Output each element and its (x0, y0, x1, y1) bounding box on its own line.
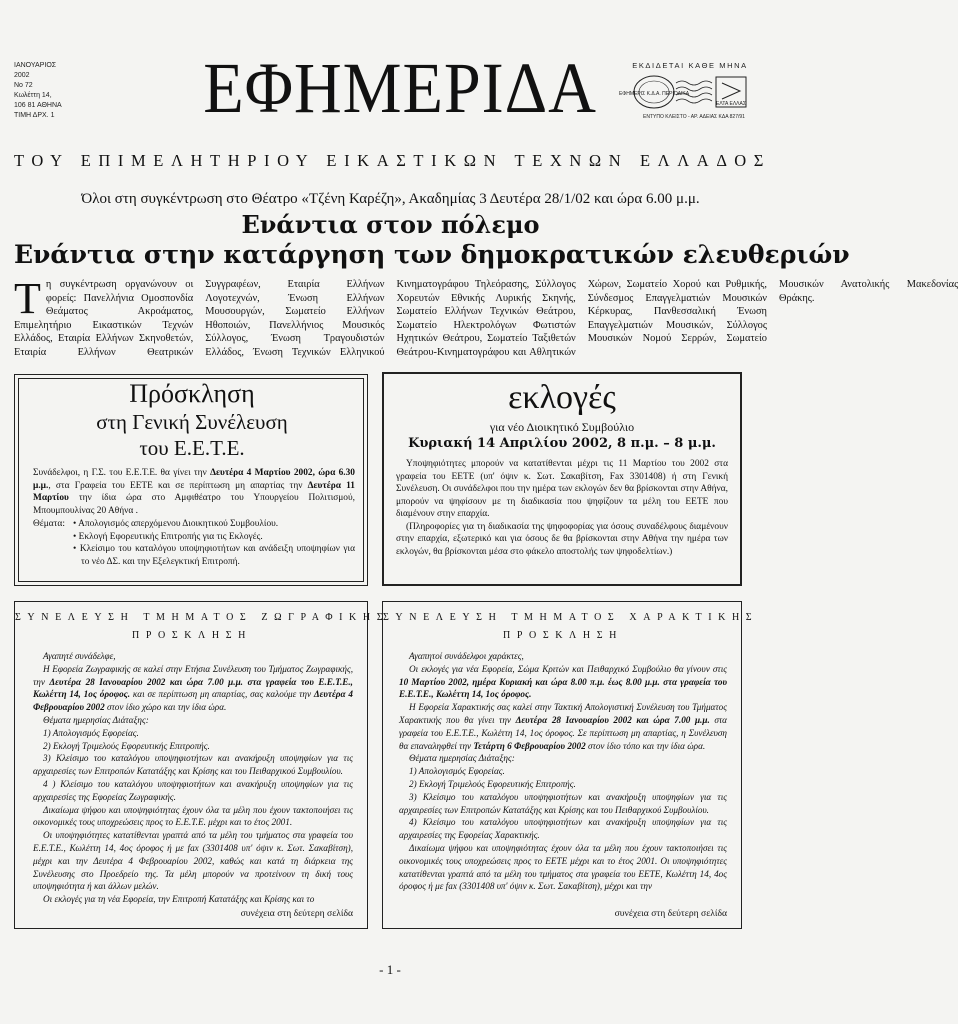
assembly-alt-date: Δευτέρα 11 Μαρτίου (33, 480, 355, 503)
engraving-section (382, 601, 759, 929)
headline-freedoms: Ενάντια στην κατάργηση των δημοκρατικών ελευθεριών (14, 240, 850, 269)
stamp-text: ΕΦΗΜΕΡΙΣ Κ.Δ.Α. ΠΕΡΙΟΔΙΚΑ (618, 91, 690, 97)
engraving-greeting: Αγαπητοί συνάδελφοι χαράκτες, (409, 651, 524, 661)
issue-year: 2002 (14, 72, 30, 79)
invitation-org: του Ε.Ε.Τ.Ε. (139, 436, 245, 460)
newspaper-title: ΕΦΗΜΕΡΙΔΑ (203, 48, 597, 128)
rally-announcement: Όλοι στη συγκέντρωση στο Θέατρο «Τζένη Καρέζη», Ακαδημίας 3 Δευτέρα 28/1/02 και ώρα 6.00 μ.μ. (81, 191, 700, 207)
assembly-date: Δευτέρα 4 Μαρτίου 2002, ώρα 6.30 μ.μ. (33, 468, 355, 491)
elections-box (382, 372, 742, 586)
postage-stamp-icon (618, 73, 750, 111)
issue-month: ΙΑΝΟΥΑΡΙΟΣ (14, 62, 57, 69)
issued-monthly: ΕΚΔΙΔΕΤΑΙ ΚΑΘΕ ΜΗΝΑ (632, 61, 748, 70)
painting-agenda-label: Θέματα ημερησίας Διάταξης: (43, 714, 149, 725)
painting-section (14, 601, 390, 929)
list-item: 2) Εκλογή Τριμελούς Εφορευτικής Επιτροπής. (43, 740, 210, 751)
intro-organizers (14, 274, 958, 360)
issue-number: Νο 72 (14, 82, 33, 89)
elections-title: εκλογές (508, 379, 616, 416)
topics-label: Θέματα: (33, 519, 65, 529)
elections-date: Κυριακή 14 Απριλίου 2002, 8 π.μ. – 8 μ.μ. (408, 436, 716, 451)
painting-greeting: Αγαπητέ συνάδελφε, (43, 651, 116, 661)
elections-subtitle: για νέο Διοικητικό Συμβούλιο (489, 420, 635, 434)
intro-text: η συγκέντρωση οργανώνουν οι φορείς: Πανελλήνια Ομοσπονδία Θεάματος Ακροάματος, Επιμελητήριο Εικαστικών Τεχνών Ελλάδος, Εταιρία Ελλήνων Σκηνοθετών, Εταιρία Ελλήνων Θεατρικών Συγγραφέων, Εταιρία Ελλήνων Λογοτεχνών, Ένωση Ελλήνων Μουσουργών, Σωματείο Ελλήνων Ηθοποιών, Πανελλήνιος Μουσικός Σύλλογος, Ένωση Τραγουδιστών Ελλάδος, Ένωση Τεχνικών Ελληνικού Κινηματογράφου Τηλεόρασης, Σύλλογος Χορευτών Εθνικής Λυρικής Σκηνής, Σωματείο Ελλήνων Τεχνικών Θεάτρου, Σωματείο Ηλεκτρολόγων Φωτιστών Ηχητικών Θεάτρου, Σωματείο Ταξιθετών Θεάτρου-Κινηματογράφου και Αθλητικών Χώρων, Σωματείο Χορού και Ρυθμικής, Σύνδεσμος Επαγγελματιών Μουσικών Κέρκυρας, Πανθεσσαλική Ένωση Επαγγελματιών Μουσικών, Σύλλογος Μουσικών Νομού Σερρών, Σωματείο Μουσικών Ανατολικής Μακεδονίας Θράκης. (14, 279, 958, 358)
list-item: 3) Κλείσιμο του καταλόγου υποψηφιοτήτων και ανακήρυξη υποψηφίων για τις αρχαιρεσίες των Επιτροπών Κατατάξης και Κρίσης και του Πειθαρχικού Συμβουλίου. (33, 753, 353, 777)
list-item: 4 ) Κλείσιμο του καταλόγου υποψηφιοτήτων και ανακήρυξη υποψηφίων για τις αρχαιρεσίες της Εφορείας Ζωγραφικής. (33, 778, 353, 802)
invitation-subtitle: στη Γενική Συνέλευση (96, 410, 288, 434)
list-item: 2) Εκλογή Τριμελούς Εφορευτικής Επιτροπής. (409, 778, 576, 789)
elections-text: Υποψηφιότητες μπορούν να κατατίθενται μέχρι τις 11 Μαρτίου του 2002 στα γραφεία του ΕΕΤΕ (υπ' όψιν κ. Σωτ. Σακαβίτση, Fax 3301408) ή στη Γενική Συνέλευση. Οι συνάδελφοι που την ημέρα των εκλογών δεν θα βρίσκονται στην Αθήνα, μπορούν να ψηφίσουν με τη διαδικασία που ψηφίζουν τα μέλη του ΕΕΤΕ που διαμένουν στην επαρχία. (Πληροφορίες για τη διαδικασία της ψηφοφορίας για όσους συναδέλφους διαμένουν στην επαρχία, εξωτερικό και για όσους δε θα βρίσκονται στην Αθήνα την ημέρα των εκλογών, θα βρίσκονται μέσα στο φάκελο αποστολής των ψηφοδελτίων.) (396, 459, 728, 557)
publisher-name: ΤΟΥ ΕΠΙΜΕΛΗΤΗΡΙΟΥ ΕΙΚΑΣΤΙΚΩΝ ΤΕΧΝΩΝ ΕΛΛΑΔΟΣ (14, 151, 771, 170)
engraving-invitation: ΠΡΟΣΚΛΗΣΗ (503, 630, 623, 641)
painting-invitation: ΠΡΟΣΚΛΗΣΗ (132, 630, 252, 641)
list-item: 1) Απολογισμός Εφορείας. (43, 727, 139, 738)
issue-info (14, 61, 104, 121)
list-item: • Απολογισμός απερχόμενου Διοικητικού Συμβουλίου. (73, 519, 279, 529)
address-city: 106 81 ΑΘΗΝΑ (14, 102, 62, 109)
page-number: - 1 - (379, 962, 401, 977)
topics-list (73, 518, 355, 568)
address-street: Κωλέττη 14, (14, 92, 52, 99)
invitation-title: Πρόσκληση (129, 379, 255, 408)
list-item: • Εκλογή Εφορευτικής Επιτροπής για τις Εκλογές. (73, 531, 263, 542)
engraving-agenda-label: Θέματα ημερησίας Διάταξης: (409, 753, 515, 764)
invitation-text: Συνάδελφοι, η Γ.Σ. του Ε.Ε.Τ.Ε. θα γίνει την Δευτέρα 4 Μαρτίου 2002, ώρα 6.30 μ.μ., στα Γραφεία του ΕΕΤΕ και σε περίπτωση μη απαρτίας την Δευτέρα 11 Μαρτίου την ίδια ώρα στο Αμφιθέατρο του Υπουργείου Πολιτισμού, Μπουμπουλίνας 20 Αθήνα . Θέματα: • Απολογισμός απερχόμενου Διοικητικού Συμβουλίου. • Εκλογή Εφορευτικής Επιτροπής για τις Εκλογές. • Κλείσιμο του καταλόγου υποψηφιοτήτων και ανάδειξη υποψηφίων για το νέο ΔΣ. και την Εξελεγκτική Επιτροπή. (33, 468, 355, 567)
painting-continued: συνέχεια στη δεύτερη σελίδα (240, 908, 353, 919)
general-assembly-box (14, 374, 368, 586)
issue-price: ΤΙΜΗ ΔΡΧ. 1 (14, 112, 55, 119)
painting-text: Αγαπητέ συνάδελφε, Η Εφορεία Ζωγραφικής σε καλεί στην Ετήσια Συνέλευση του Τμήματος Ζωγραφικής, την Δευτέρα 28 Ιανουαρίου 2002 και ώρα 7.00 μ.μ. στα γραφεία του Ε.Ε.Τ.Ε., Κωλέττη 14, 1ος όροφος. και σε περίπτωση μη απαρτίας, σας καλούμε την Δευτέρα 4 Φεβρουαρίου 2002 στον ίδιο χώρο και την ίδια ώρα. Θέματα ημερησίας Διάταξης: 1) Απολογισμός Εφορείας. 2) Εκλογή Τριμελούς Εφορευτικής Επιτροπής. 3) Κλείσιμο του καταλόγου υποψηφιοτήτων και ανακήρυξη υποψηφίων για τις αρχαιρεσίες των Επιτροπών Κατατάξης και Κρίσης και του Πειθαρχικού Συμβουλίου. 4 ) Κλείσιμο του καταλόγου υποψηφιοτήτων και ανακήρυξη υποψηφίων για τις αρχαιρεσίες της Εφορείας Ζωγραφικής. Δικαίωμα ψήφου και υποψηφιότητας έχουν όλα τα μέλη που έχουν τακτοποιήσει τις οικονομικές τους υποχρεώσεις προς το Ε.Ε.Τ.Ε. μέχρι και το έτος 2001. Οι υποψηφιότητες κατατίθενται γραπτά από τα μέλη του τμήματος στα γραφεία του Ε.Ε.Τ.Ε., Κωλέττη 14, 4ος όροφος ή με fax (3301408 υπ' όψιν κ. Σωτ. Σακαβίτση), μέχρι και την Δευτέρα 4 Φεβρουαρίου 2002, καθώς και κατά τη διάρκεια της Συνέλευσης στο Προεδρείο της. Τα μέλη μπορούν να προτείνουν τη δική τους υποψηφιότητα ή και άλλων μελών. Οι εκλογές για τη νέα Εφορεία, την Επιτροπή Κατατάξης και Κρίσης και το (33, 651, 353, 905)
postal-permit: ΕΝΤΥΠΟ ΚΛΕΙΣΤΟ - ΑΡ. ΑΔΕΙΑΣ ΚΔΑ 827/91 (643, 114, 745, 120)
stamp-box-text: ΕΛΤΑ ΕΛΛΑΣ (716, 101, 746, 107)
list-item: • Κλείσιμο του καταλόγου υποψηφιοτήτων και ανάδειξη υποψηφίων για το νέο ΔΣ. και την Εξελεγκτική Επιτροπή. (73, 544, 355, 567)
engraving-text: Αγαπητοί συνάδελφοι χαράκτες, Οι εκλογές για νέα Εφορεία, Σώμα Κριτών και Πειθαρχικό Συμβούλιο θα γίνουν στις 10 Μαρτίου 2002, ημέρα Κυριακή και ώρα 8.00 π.μ. έως 8.00 μ.μ. στα γραφεία του Ε.Ε.Τ.Ε., Κωλέττη 14, 1ος όροφος. Η Εφορεία Χαρακτικής σας καλεί στην Τακτική Απολογιστική Συνέλευση του Τμήματος Χαρακτικής που θα γίνει την Δευτέρα 28 Ιανουαρίου 2002 και ώρα 7.00 μ.μ. στα γραφεία του Ε.Ε.Τ.Ε., Κωλέττη 14, 1ος όροφος. Σε περίπτωση μη απαρτίας, η Συνέλευση θα επαναληφθεί την Τετάρτη 6 Φεβρουαρίου 2002 στον ίδιο τόπο και την ίδια ώρα. Θέματα ημερησίας Διάταξης: 1) Απολογισμός Εφορείας. 2) Εκλογή Τριμελούς Εφορευτικής Επιτροπής. 3) Κλείσιμο του καταλόγου υποψηφιοτήτων και ανακήρυξη υποψηφίων για τις αρχαιρεσίες των Επιτροπών Κατατάξης και Κρίσης και του Πειθαρχικού Συμβουλίου. 4) Κλείσιμο του καταλόγου υποψηφιοτήτων και ανακήρυξη υποψηφίων για τις αρχαιρεσίες της Εφορείας Χαρακτικής. Δικαίωμα ψήφου και υποψηφιότητας έχουν όλα τα μέλη που έχουν τακτοποιήσει τις οικονομικές τους υποχρεώσεις προς το ΕΕΤΕ μέχρι και το έτος 2001. Οι υποψηφιότητες κατατίθενται γραπτά από τα μέλη του τμήματος στα γραφεία του ΕΕΤΕ, Κωλέττη 14, 4ος όροφος ή με fax (3301408 υπ' όψιν κ. Σωτ. Σακαβίτση), μέχρι και την (399, 651, 727, 892)
engraving-continued: συνέχεια στη δεύτερη σελίδα (614, 908, 727, 919)
engraving-heading: ΣΥΝΕΛΕΥΣΗ ΤΜΗΜΑΤΟΣ ΧΑΡΑΚΤΙΚΗΣ (383, 612, 759, 623)
drop-cap: Τ (14, 274, 41, 323)
list-item: 3) Κλείσιμο του καταλόγου υποψηφιοτήτων και ανακήρυξη υποψηφίων για τις αρχαιρεσίες των Επιτροπών Κατατάξης και Κρίσης και του Πειθαρχικού Συμβουλίου. (399, 791, 727, 815)
headline-war: Ενάντια στον πόλεμο (241, 210, 540, 239)
list-item: 4) Κλείσιμο του καταλόγου υποψηφιοτήτων και ανακήρυξη υποψηφίων για τις αρχαιρεσίες της Εφορείας Χαρακτικής. (399, 817, 727, 841)
list-item: 1) Απολογισμός Εφορείας. (409, 766, 505, 777)
painting-heading: ΣΥΝΕΛΕΥΣΗ ΤΜΗΜΑΤΟΣ ΖΩΓΡΑΦΙΚΗΣ (15, 612, 390, 623)
